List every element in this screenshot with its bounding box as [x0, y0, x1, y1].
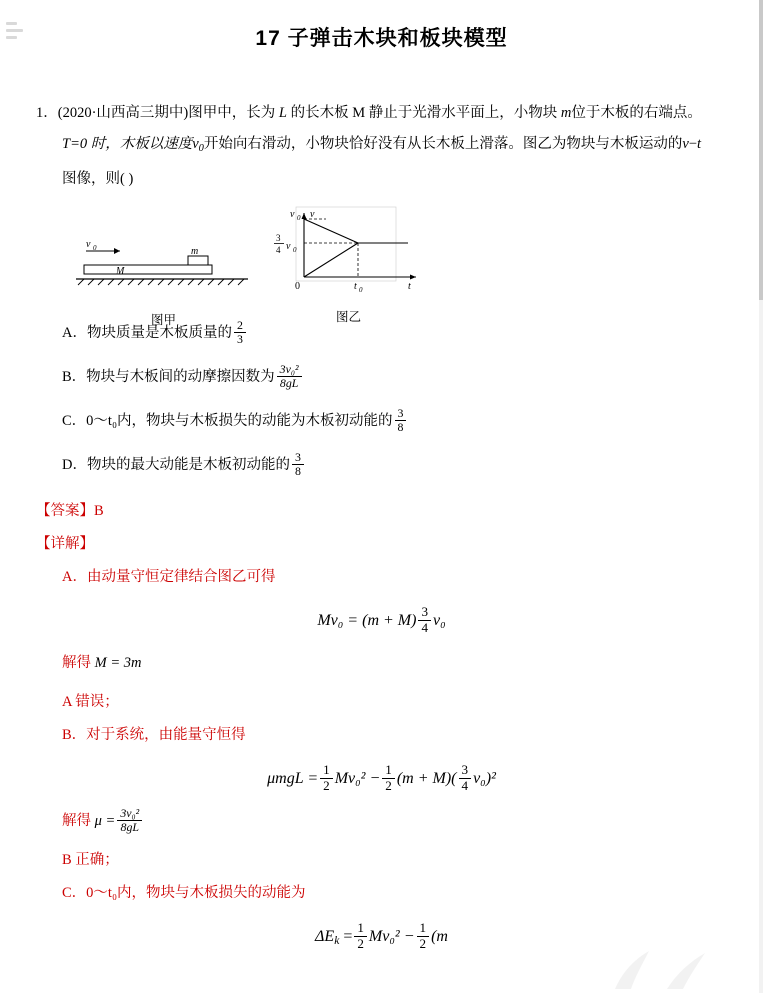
svg-text:t: t: [408, 280, 411, 292]
equation-A-fraction: [418, 605, 431, 635]
detail-label: 【详解】: [36, 535, 94, 552]
question-source: (2020·山西高三期中): [57, 105, 189, 121]
option-B-text: 物块与木板间的动摩擦因数为: [86, 368, 275, 385]
option-B-fraction-den: 8gL: [277, 376, 302, 390]
equation-B-mid: Mv₀² −: [334, 769, 381, 787]
equation-B-fraction-1-num: 1: [323, 762, 330, 778]
option-C-text: 0～t₀内，物块与木板损失的动能为木板初动能的: [86, 412, 393, 429]
equation-A-tail: v₀: [433, 611, 446, 629]
answer-value: B: [94, 502, 104, 519]
detail-step-A-conclusion: A 错误；: [62, 693, 119, 710]
option-A-fraction-num: 2: [236, 318, 243, 333]
solve-A-label: 解得: [62, 654, 91, 671]
equation-B-fraction-3-den: 4: [459, 778, 472, 794]
equation-B-fraction-2: [382, 763, 395, 793]
equation-A-fraction-num: 3: [421, 604, 429, 620]
equation-C-tail: (m: [431, 927, 448, 945]
answer-section: [36, 495, 727, 958]
equation-C-sub: k: [334, 935, 340, 948]
equation-A-left: Mv₀ =: [317, 611, 359, 629]
option-B: [36, 355, 727, 399]
figure-jia-caption: 图甲: [150, 312, 176, 327]
figure-yi: [266, 205, 431, 325]
variable-v: v: [192, 136, 199, 152]
svg-text:0: 0: [293, 245, 297, 254]
question-line1-c: 位于木板的右端点。: [571, 105, 702, 121]
equation-C-equals: =: [343, 927, 353, 945]
option-B-key: B．: [62, 368, 87, 385]
watermark: [605, 945, 725, 991]
option-D: [36, 443, 727, 487]
option-D-key: D．: [62, 456, 87, 473]
figure-jia-svg: [76, 223, 251, 303]
equation-A: [36, 604, 727, 637]
equation-B-fraction-2-num: 1: [385, 762, 392, 778]
option-C: [36, 399, 727, 443]
equation-C-fraction-1: [354, 921, 367, 951]
question-line2-a: T=0 时，木板以速度: [62, 136, 193, 152]
variable-m: m: [560, 105, 572, 121]
option-B-fraction: [277, 363, 302, 391]
scrollbar[interactable]: [759, 0, 763, 993]
question-line1-a: 图甲中，长为: [188, 105, 276, 121]
question-line1-b: 的长木板 M 静止于光滑水平面上，小物块: [290, 105, 558, 121]
figure-jia: [76, 223, 251, 328]
solve-B-fraction-den: 8gL: [117, 820, 142, 834]
option-D-fraction-num: 3: [294, 450, 301, 465]
scrollbar-thumb[interactable]: [759, 0, 763, 300]
figure-group: [66, 205, 727, 327]
svg-text:m: m: [191, 245, 199, 257]
option-C-fraction: [395, 407, 407, 435]
solve-B-var: μ =: [94, 812, 116, 829]
detail-step-C: C．0～t₀内，物块与木板损失的动能为: [62, 884, 306, 901]
option-A-fraction-den: 3: [234, 332, 246, 346]
question-line2-b: 开始向右滑动，小物块恰好没有从长木板上滑落。图乙为物块与木板运动的: [203, 136, 683, 152]
question-line-1: [36, 98, 727, 129]
svg-text:v: v: [310, 208, 315, 220]
equation-B-tail2: v₀)²: [473, 769, 496, 787]
svg-text:t: t: [354, 280, 357, 292]
svg-text:M: M: [116, 265, 125, 277]
minus-sign: −: [688, 136, 698, 152]
option-D-fraction-den: 8: [292, 464, 304, 478]
equation-C-fraction-2-den: 2: [417, 936, 430, 952]
option-A-text: 物块质量是木板质量的: [86, 324, 232, 341]
option-B-fraction-num: 3v₀²: [279, 362, 299, 377]
question-text: [36, 98, 727, 195]
equation-C-fraction-1-den: 2: [354, 936, 367, 952]
detail-step-1: A．由动量守恒定律结合图乙可得: [62, 568, 276, 585]
svg-text:v: v: [290, 208, 295, 220]
figure-yi-svg: [266, 205, 431, 300]
svg-text:0: 0: [295, 280, 300, 292]
solve-A-row: [36, 647, 727, 680]
corner-mark-bar: [6, 22, 17, 25]
svg-text:0: 0: [359, 285, 363, 294]
option-list: [36, 311, 727, 487]
equation-B-fraction-3: [459, 763, 472, 793]
svg-text:4: 4: [276, 244, 281, 255]
equation-B: [36, 762, 727, 795]
variable-v-axis: v: [682, 136, 689, 152]
equation-B-prefix: μmgL =: [267, 769, 319, 787]
option-D-fraction: [292, 451, 304, 479]
equation-B-fraction-3-num: 3: [461, 762, 469, 778]
question-line-2: [36, 129, 727, 164]
variable-t-axis: t: [697, 136, 702, 152]
equation-C-fraction-2: [417, 921, 430, 951]
question-line-3: 图像，则( ): [62, 170, 134, 187]
equation-A-fraction-den: 4: [418, 620, 431, 636]
equation-B-tail: (m + M)(: [396, 769, 457, 787]
option-C-fraction-den: 8: [395, 420, 407, 434]
svg-text:3: 3: [276, 232, 281, 243]
detail-step-B-conclusion: B 正确；: [62, 851, 119, 868]
option-C-key: C．: [62, 412, 87, 429]
document-corner-marks: [6, 22, 24, 43]
equation-A-mid: (m + M): [362, 611, 417, 629]
equation-B-fraction-2-den: 2: [382, 778, 395, 794]
answer-label: 【答案】: [36, 502, 94, 519]
solve-B-row: [36, 805, 727, 838]
svg-text:0: 0: [297, 213, 301, 222]
equation-B-fraction-1-den: 2: [320, 778, 333, 794]
corner-mark-bar: [6, 36, 17, 39]
answer-label-row: [36, 495, 727, 528]
solve-B-label: 解得: [62, 812, 91, 829]
variable-v-sub: 0: [198, 142, 204, 154]
solve-B-fraction: [117, 807, 142, 835]
detail-step-B: B．对于系统，由能量守恒得: [62, 726, 246, 743]
equation-C-fraction-2-num: 1: [419, 920, 427, 936]
question-number: 1．: [36, 105, 58, 121]
variable-L: L: [278, 105, 287, 121]
equation-B-fraction-1: [320, 763, 333, 793]
figure-yi-caption: 图乙: [335, 309, 361, 324]
svg-text:v: v: [286, 240, 291, 252]
svg-text:0: 0: [93, 243, 97, 252]
equation-C-fraction-1-num: 1: [357, 920, 364, 936]
equation-C-left: ΔE: [315, 927, 335, 945]
option-D-text: 物块的最大动能是木板初动能的: [86, 456, 290, 473]
solve-B-fraction-num: 3v₀²: [120, 806, 140, 821]
page-title: 17 子弹击木块和板块模型: [255, 27, 508, 50]
option-C-fraction-num: 3: [397, 406, 404, 421]
svg-text:v: v: [86, 238, 91, 250]
corner-mark-bar: [6, 29, 23, 32]
solve-A-value: M = 3m: [94, 654, 142, 671]
option-A-key: A．: [62, 324, 87, 341]
equation-C-mid: Mv₀² −: [368, 927, 415, 945]
